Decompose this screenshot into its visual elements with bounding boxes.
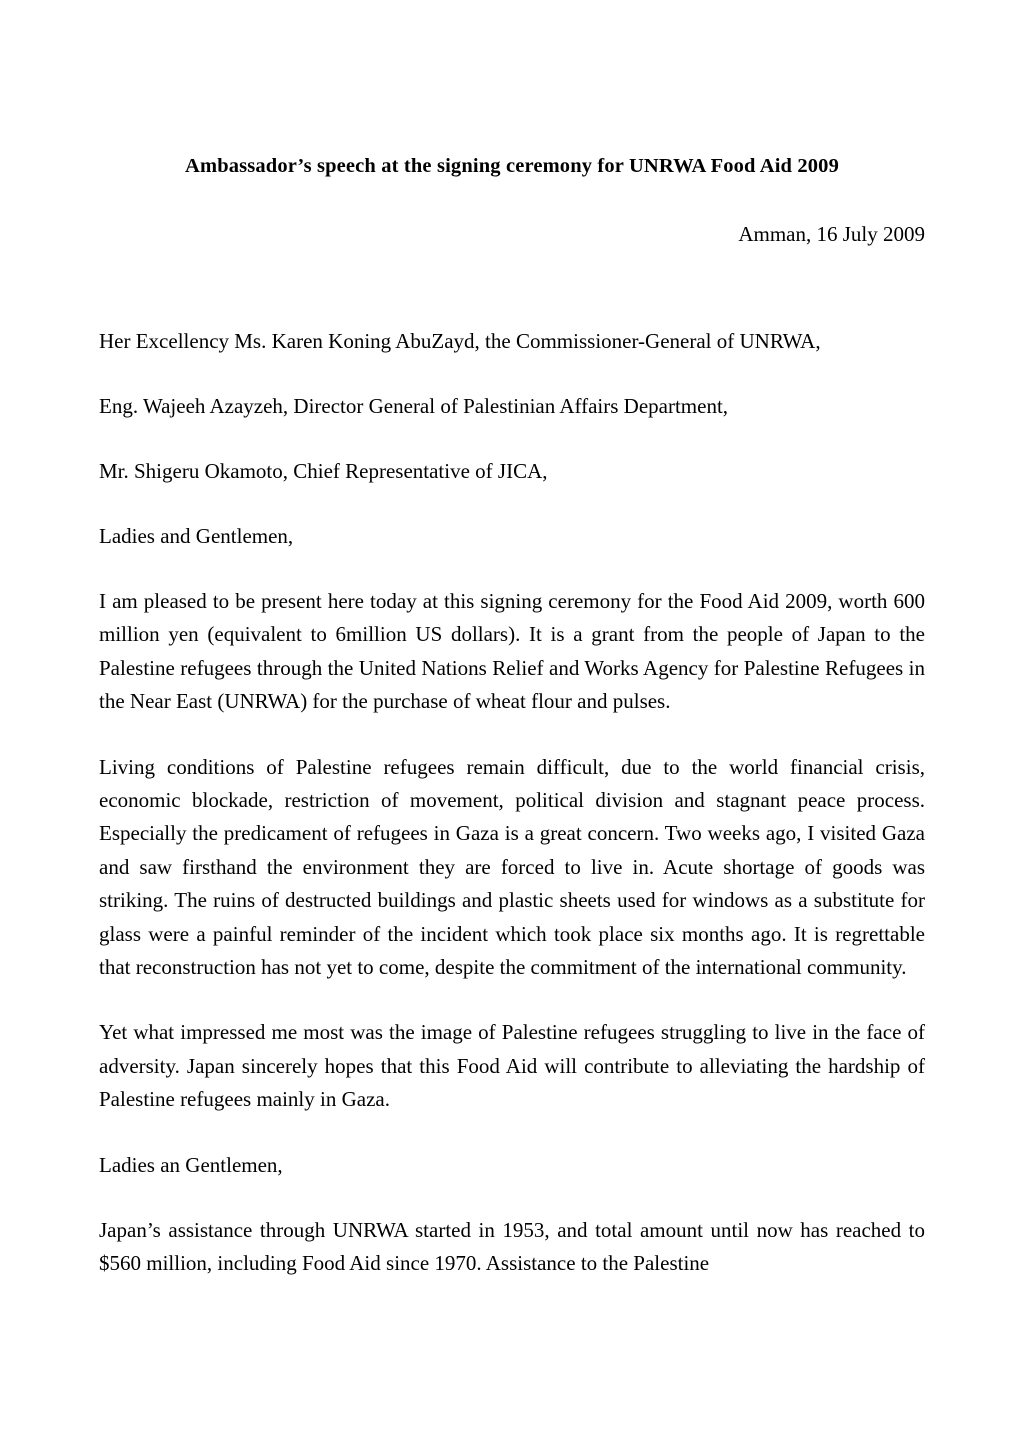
salutation-line-commissioner-general: Her Excellency Ms. Karen Koning AbuZayd, the Commissioner-General of UNRWA, — [99, 329, 821, 353]
salutation-line-ladies-and-gentlemen: Ladies and Gentlemen, — [99, 524, 294, 548]
salutation-list — [99, 251, 925, 553]
body-paragraph-impression: Yet what impressed me most was the image of Palestine refugees struggling to live in the face of adversity. Japan sincerely hopes that this Food Aid will contribute to alleviating the hardship of Palestine refugees mainly in Gaza. — [99, 1020, 925, 1112]
body-paragraph-food-aid-grant: I am pleased to be present here today at this signing ceremony for the Food Aid 2009, worth 600 million yen (equivalent to 6million US dollars). It is a grant from the people of Japan to the Palestine refugees through the United Nations Relief and Works Agency for Palestine Refugees in the Near East (UNRWA) for the purchase of wheat flour and pulses. — [99, 589, 925, 714]
salutation-line-jica-representative: Mr. Shigeru Okamoto, Chief Representative of JICA, — [99, 459, 548, 483]
body-paragraph-japan-assistance-history: Japan’s assistance through UNRWA started in 1953, and total amount until now has reached to $560 million, including Food Aid since 1970. Assistance to the Palestine — [99, 1217, 925, 1276]
salutation-line-director-general: Eng. Wajeeh Azayzeh, Director General of Palestinian Affairs Department, — [99, 394, 729, 418]
dateline: Amman, 16 July 2009 — [738, 222, 925, 246]
salutation-line-ladies-an-gentlemen: Ladies an Gentlemen, — [99, 1152, 283, 1177]
body-paragraph-living-conditions: Living conditions of Palestine refugees remain difficult, due to the world financial crisis, economic blockade, restriction of movement, political division and stagnant peace process. Especially the predicament of refugees in Gaza is a great concern. Two weeks ago, I visited Gaza and saw firsthand the environment they are forced to live in. Acute shortage of goods was striking. The ruins of destructed buildings and plastic sheets used for windows as a substitute for glass were a painful reminder of the incident which took place six months ago. It is regrettable that reconstruction has not yet to come, despite the commitment of the international community. — [99, 754, 925, 980]
page-title: Ambassador’s speech at the signing ceremony for UNRWA Food Aid 2009 — [185, 155, 839, 177]
document-body — [99, 150, 925, 1281]
